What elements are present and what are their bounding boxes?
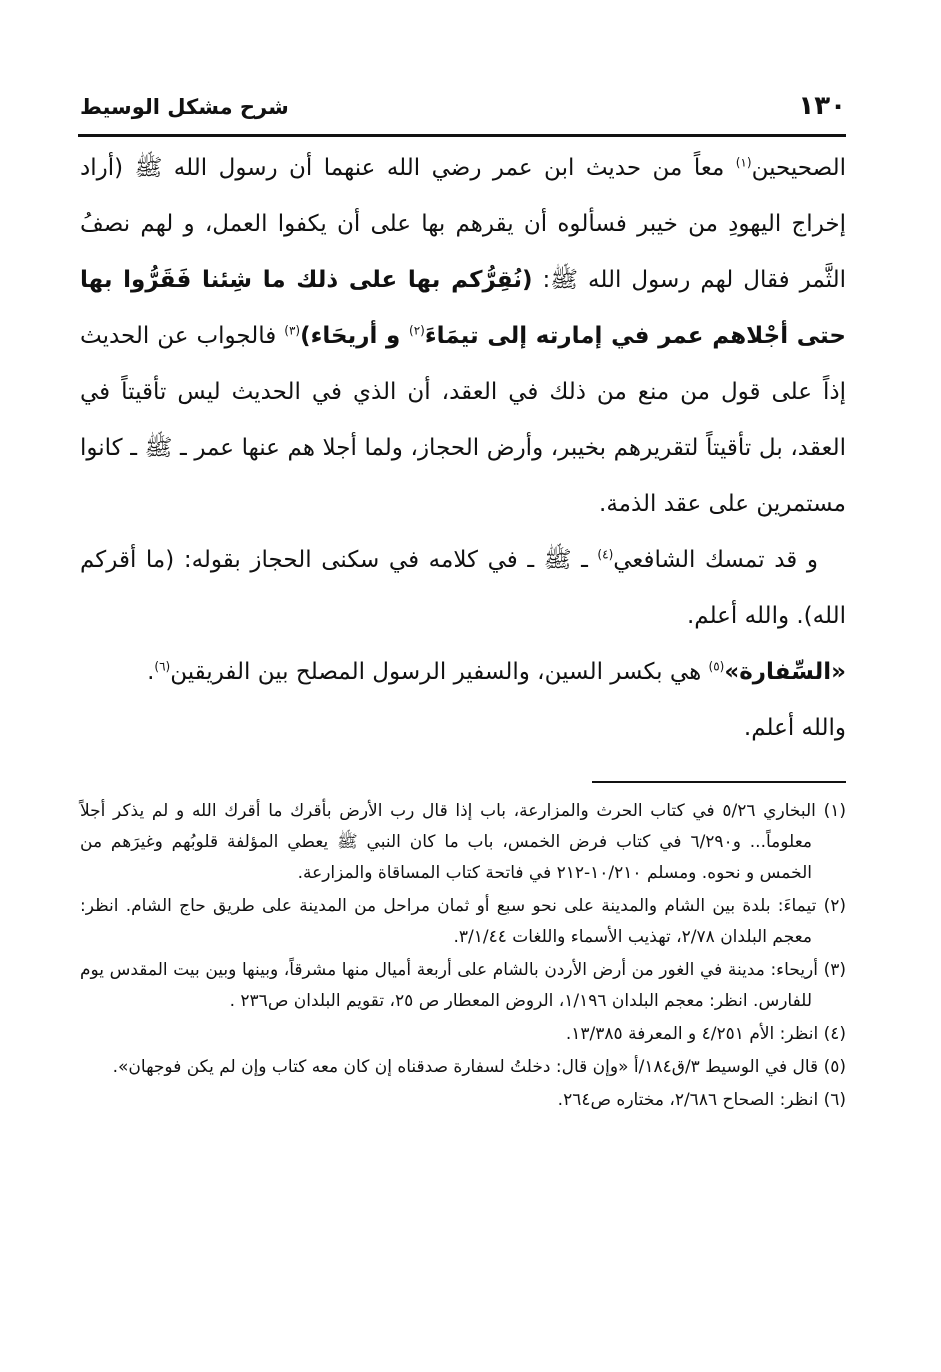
footnote-2: (٢) تيماءَ: بلدة بين الشام والمدينة على نحو سبع أو ثمان مراحل من المدينة على طريق حاج الشام. انظر: معجم البلدان ٢/٧٨، تهذيب الأسماء واللغات ٣/١/٤٤. <box>80 896 846 947</box>
paragraph-3 <box>80 644 846 700</box>
paragraph-4: والله أعلم. <box>743 715 846 741</box>
text-run: الصحيحين <box>751 155 846 181</box>
text-run: ـ ﷺ ـ في كلامه في سكنى الحجاز بقوله: (ما أقركم الله). والله أعلم. <box>80 547 846 629</box>
footnote-4: (٤) انظر: الأم ٤/٢٥١ و المعرفة ١٣/٣٨٥. <box>565 1024 846 1044</box>
footnote-ref-2: (٢) <box>409 323 425 338</box>
footnote-5: (٥) قال في الوسيط ٣/ق١٨٤/أ «وإن قال: دخلتُ لسفارة صدقناه إن كان معه كتاب وإن لم يكن فوجهان». <box>112 1057 846 1077</box>
footnote-separator <box>592 781 846 783</box>
defined-term: «السِّفارة» <box>724 659 846 685</box>
footnote-ref-1: (١) <box>735 155 752 170</box>
text-run: و قد تمسك الشافعي <box>613 547 818 573</box>
paragraph-2 <box>80 532 846 644</box>
page-number: ١٣٠ <box>798 91 846 121</box>
hadith-quote-end: و أريحَاء) <box>300 323 409 349</box>
text-run: فالجواب عن الحديث إذاً على قول من منع من ذلك في العقد، أن الذي في الحديث ليس تأقيتاً في العقد، بل تأقيتاً لتقريرهم بخيبر، وأرض الحجاز، ولما أجلا هم عنها عمر ـ ﷺ ـ كانوا مستمرين على عقد الذمة. <box>80 323 846 517</box>
page-header <box>80 91 846 131</box>
running-title: شرح مشكل الوسيط <box>80 95 289 119</box>
hadith-quote: (نُقِرُّكم بها على ذلك ما شِئنا فَقَرُّوا بها حتى أجْلاهم عمر في إمارته إلى تيمَاءَ <box>80 267 847 349</box>
header-rule <box>78 134 846 137</box>
main-text <box>80 140 846 756</box>
text-run: معاً من حديث ابن عمر رضي الله عنهما أن رسول الله ﷺ (أراد إخراج اليهودِ من خيبر فسألوه أن يقرهم بها على أن يكفوا العمل، و لهم نصفُ الثَّمر فقال لهم رسول الله ﷺ: <box>80 155 846 293</box>
footnote-3: (٣) أريحاء: مدينة في الغور من أرض الأردن بالشام على أربعة أميال منها مشرقاً، وبينها وبين بيت المقدس يوم للفارس. انظر: معجم البلدان ١/١٩٦، الروض المعطار ص ٢٥، تقويم البلدان ص٢٣٦ . <box>80 960 846 1011</box>
footnote-ref-3: (٣) <box>284 323 301 338</box>
footnote-1: (١) البخاري ٥/٢٦ في كتاب الحرث والمزارعة، باب إذا قال رب الأرض بأقرك ما أقرك الله و لم يذكر أجلاً معلوماً... و٦/٢٩٠ في كتاب فرض الخمس، باب ما كان النبي ﷺ يعطي المؤلفة قلوبُهم وغيرَهم من الخمس و نحوه. ومسلم ١٠/٢١٠-٢١٢ في فاتحة كتاب المساقاة والمزارعة. <box>80 801 846 883</box>
footnote-ref-6: (٦) <box>154 659 171 674</box>
paragraph-1 <box>80 140 846 532</box>
text-run: هي بكسر السين، والسفير الرسول المصلح بين الفريقين <box>170 659 709 685</box>
footnote-ref-5: (٥) <box>708 659 725 674</box>
footnotes <box>80 796 846 1118</box>
text-run: . <box>147 659 155 685</box>
footnote-ref-4: (٤) <box>597 547 614 562</box>
footnote-6: (٦) انظر: الصحاح ٢/٦٨٦، مختاره ص٢٦٤. <box>557 1090 846 1110</box>
